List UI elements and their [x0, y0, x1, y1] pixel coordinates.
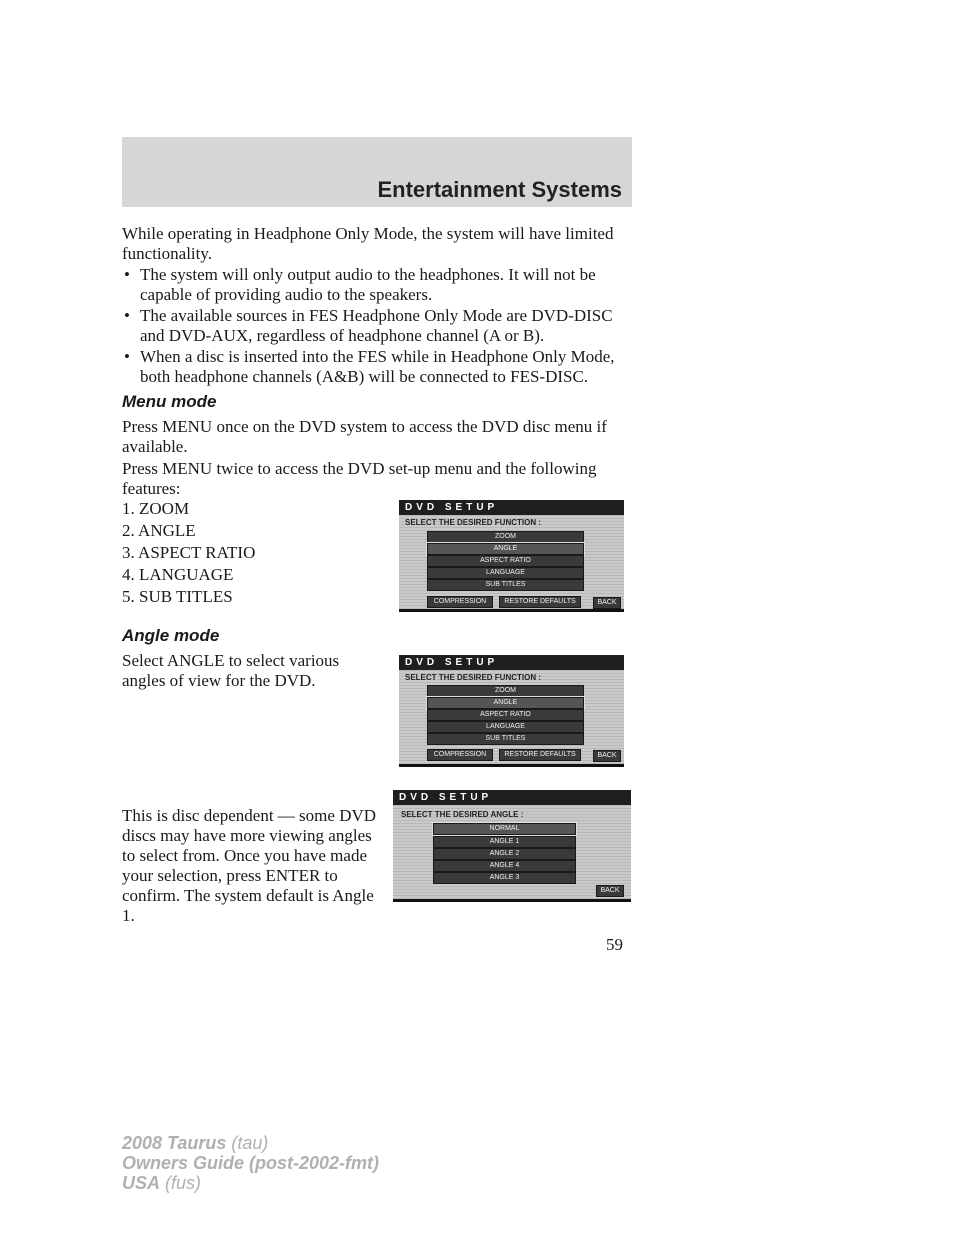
- intro-paragraph: While operating in Headphone Only Mode, the system will have limited functionality.: [122, 224, 614, 263]
- bullet-item: • The system will only output audio to the headphones. It will not be capable of providing audio to the speakers.: [122, 265, 632, 305]
- footer: [122, 1133, 379, 1193]
- feature-item: 1. ZOOM: [122, 499, 190, 518]
- restore-defaults-button[interactable]: RESTORE DEFAULTS: [499, 596, 581, 608]
- option-zoom[interactable]: ZOOM: [427, 685, 584, 697]
- feature-item: 2. ANGLE: [122, 521, 196, 540]
- dvd-setup-screen-angle: [399, 655, 624, 767]
- menu-mode-heading: Menu mode: [122, 392, 217, 411]
- screen-title: DVD SETUP: [399, 500, 624, 515]
- screen-title: DVD SETUP: [393, 790, 631, 805]
- page-number: 59: [606, 935, 623, 954]
- compression-button[interactable]: COMPRESSION: [427, 749, 493, 761]
- header-band: [122, 137, 632, 207]
- screen-prompt: SELECT THE DESIRED FUNCTION :: [405, 673, 542, 682]
- back-button[interactable]: BACK: [593, 750, 621, 762]
- option-angle[interactable]: ANGLE: [427, 543, 584, 555]
- footer-market: USA: [122, 1173, 161, 1193]
- screen-prompt: SELECT THE DESIRED FUNCTION :: [405, 518, 542, 527]
- footer-model-code: (tau): [231, 1133, 269, 1153]
- bullet-item: • When a disc is inserted into the FES while in Headphone Only Mode, both headphone channels (A&B) will be connected to FES-DISC.: [122, 347, 632, 387]
- angle-option[interactable]: ANGLE 4: [433, 860, 576, 872]
- screen-prompt: SELECT THE DESIRED ANGLE :: [401, 810, 524, 819]
- angle-option[interactable]: ANGLE 3: [433, 872, 576, 884]
- angle-mode-para2: This is disc dependent — some DVD discs may have more viewing angles to select from. Once you have made your selection, press ENTER to confirm. The system default is Angle 1.: [122, 806, 377, 925]
- bullet-item: • The available sources in FES Headphone Only Mode are DVD-DISC and DVD-AUX, regardless of headphone channel (A or B).: [122, 306, 632, 346]
- option-aspect-ratio[interactable]: ASPECT RATIO: [427, 555, 584, 567]
- angle-mode-heading: Angle mode: [122, 626, 220, 645]
- option-language[interactable]: LANGUAGE: [427, 721, 584, 733]
- dvd-setup-screen: [399, 500, 624, 612]
- angle-option-normal[interactable]: NORMAL: [433, 823, 576, 835]
- feature-item: 4. LANGUAGE: [122, 565, 234, 584]
- angle-mode-para1: Select ANGLE to select various angles of view for the DVD.: [122, 651, 340, 690]
- footer-model: 2008 Taurus: [122, 1133, 227, 1153]
- menu-mode-para1: Press MENU once on the DVD system to access the DVD disc menu if available.: [122, 417, 607, 456]
- compression-button[interactable]: COMPRESSION: [427, 596, 493, 608]
- restore-defaults-button[interactable]: RESTORE DEFAULTS: [499, 749, 581, 761]
- back-button[interactable]: BACK: [596, 885, 624, 897]
- option-sub-titles[interactable]: SUB TITLES: [427, 733, 584, 745]
- option-aspect-ratio[interactable]: ASPECT RATIO: [427, 709, 584, 721]
- option-zoom[interactable]: ZOOM: [427, 531, 584, 543]
- option-language[interactable]: LANGUAGE: [427, 567, 584, 579]
- footer-guide: Owners Guide (post-2002-fmt): [122, 1153, 380, 1173]
- option-sub-titles[interactable]: SUB TITLES: [427, 579, 584, 591]
- screen-title: DVD SETUP: [399, 655, 624, 670]
- option-angle[interactable]: ANGLE: [427, 697, 584, 709]
- dvd-angle-screen: [393, 790, 631, 902]
- angle-option[interactable]: ANGLE 1: [433, 836, 576, 848]
- feature-item: 5. SUB TITLES: [122, 587, 233, 606]
- section-title: Entertainment Systems: [377, 177, 622, 202]
- menu-mode-para2: Press MENU twice to access the DVD set-up menu and the following features:: [122, 459, 597, 498]
- footer-market-code: (fus): [165, 1173, 202, 1193]
- angle-option[interactable]: ANGLE 2: [433, 848, 576, 860]
- feature-item: 3. ASPECT RATIO: [122, 543, 256, 562]
- back-button[interactable]: BACK: [593, 597, 621, 609]
